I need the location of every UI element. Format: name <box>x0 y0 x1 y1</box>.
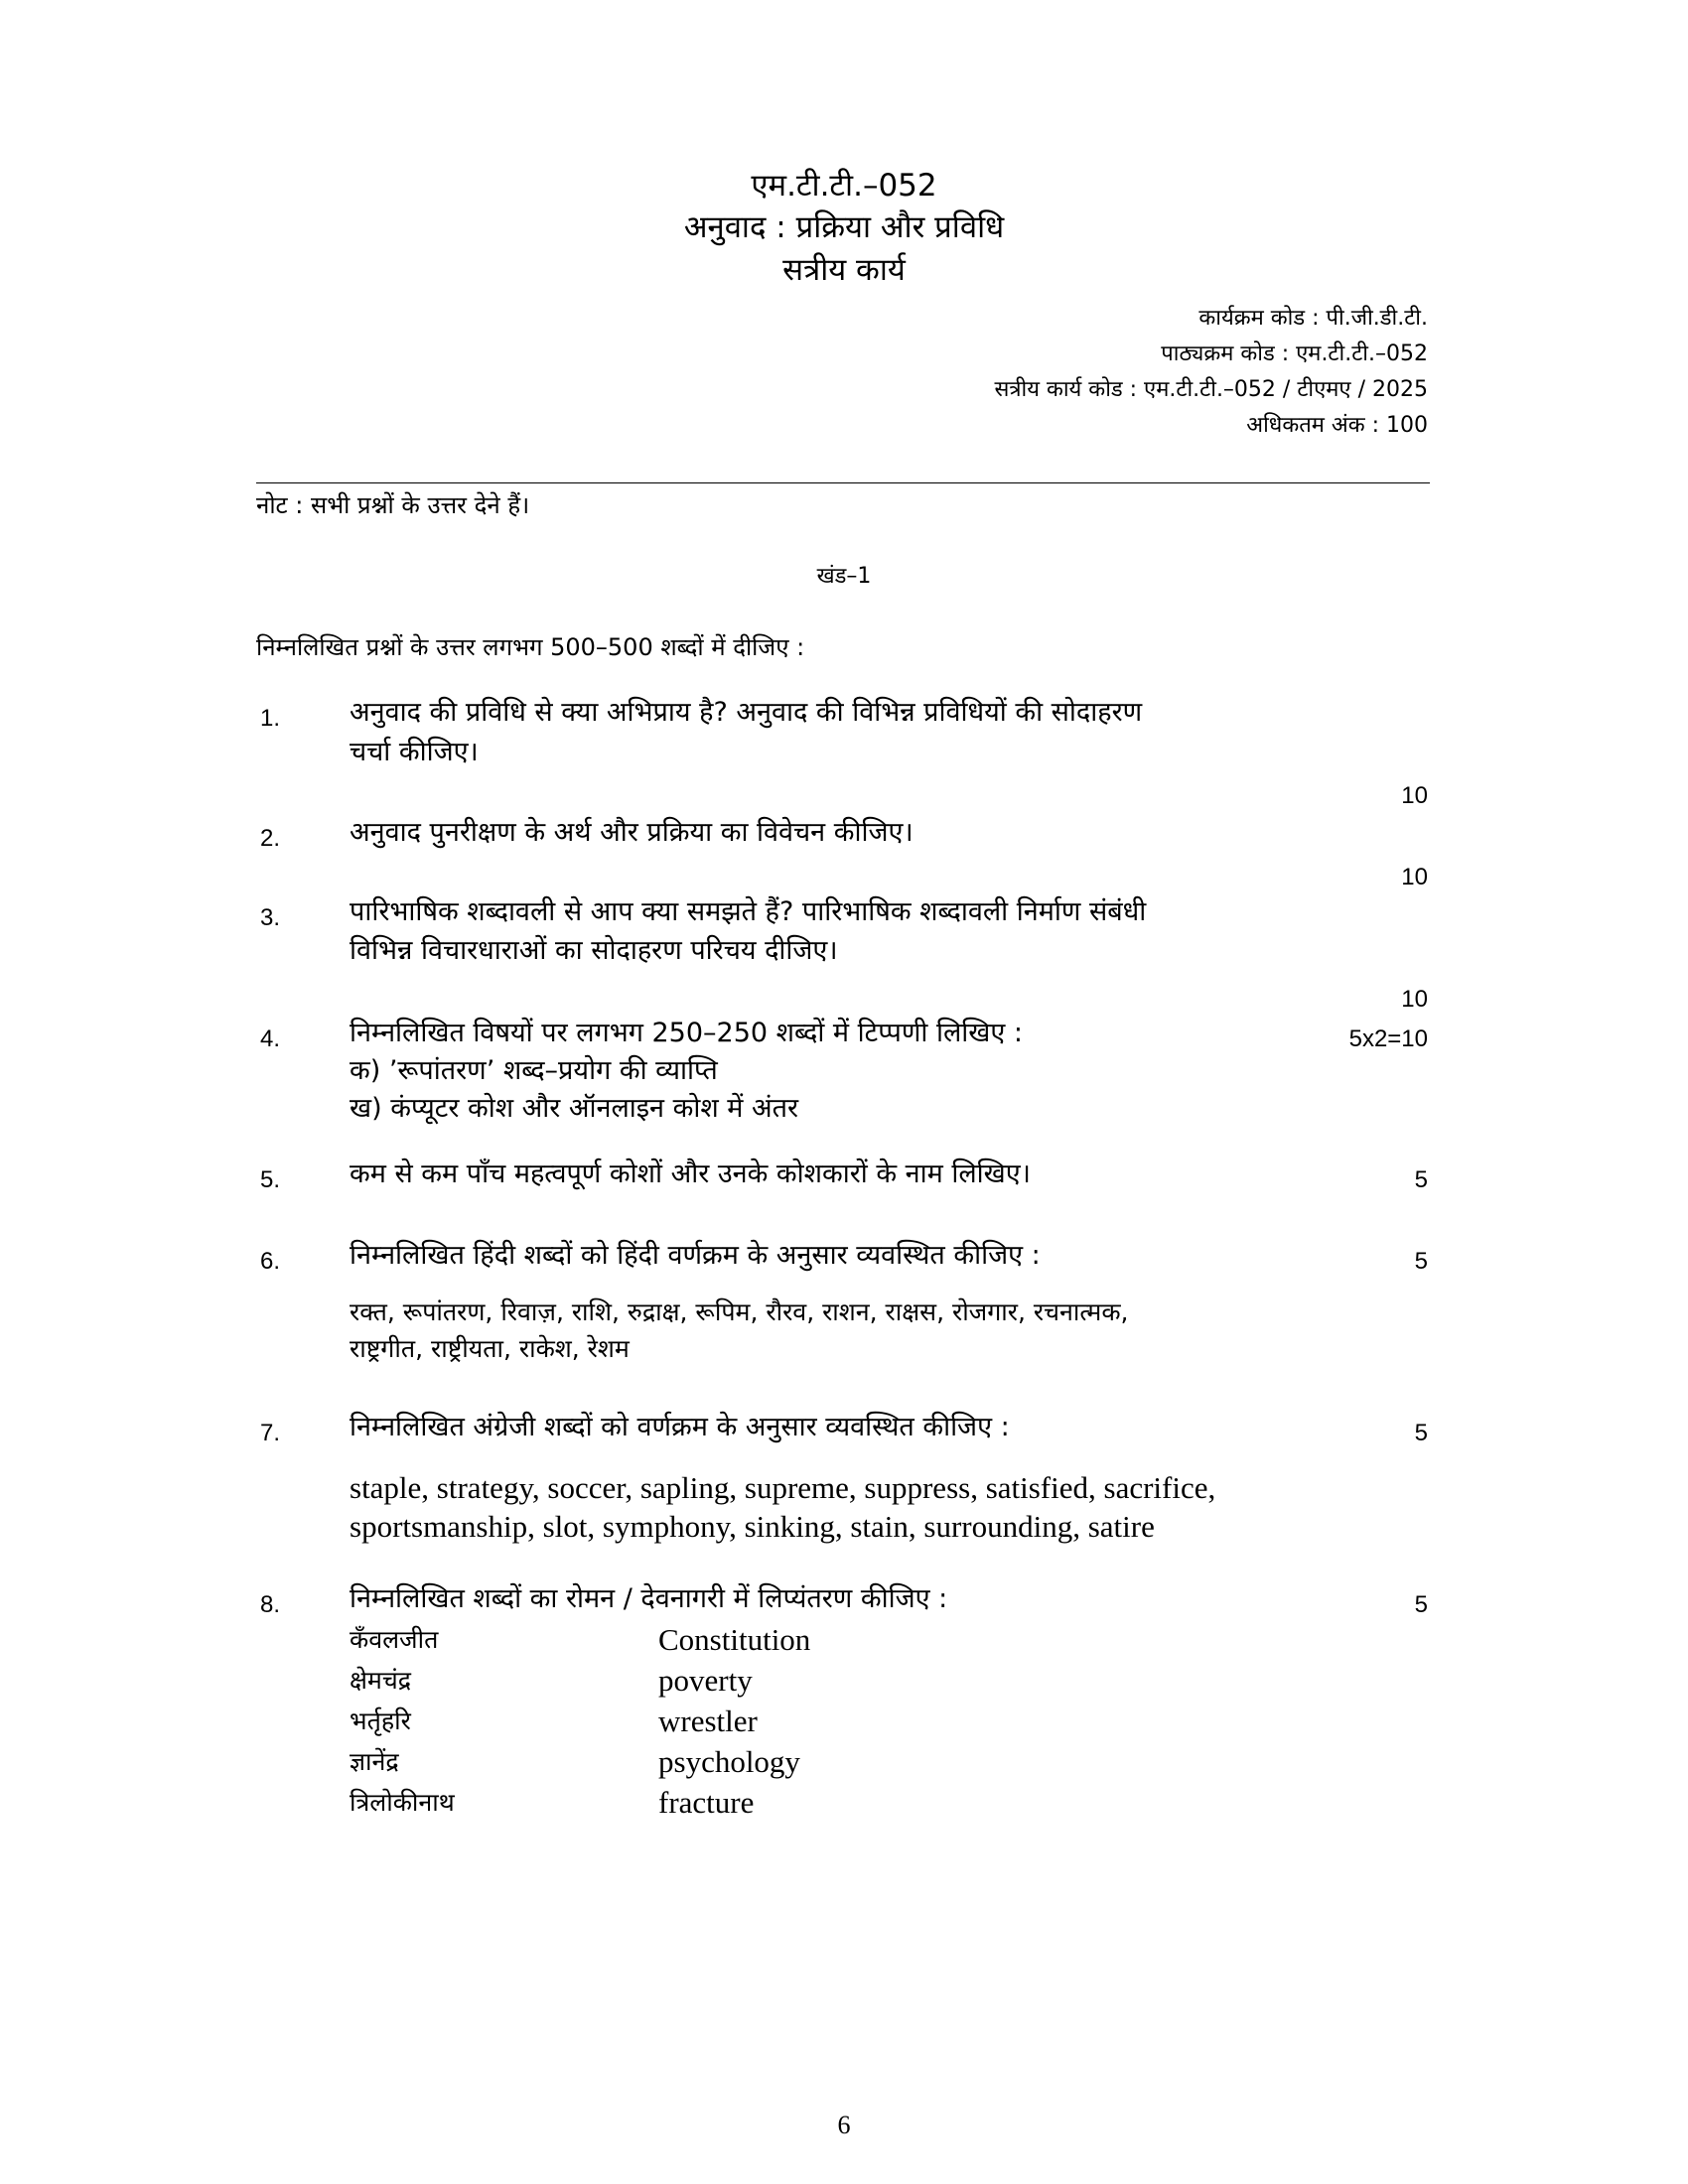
question-marks: 5 <box>1414 1166 1428 1193</box>
question-number: 5. <box>260 1166 281 1193</box>
transliteration-roman: poverty <box>658 1663 753 1698</box>
question-marks: 5 <box>1414 1248 1428 1275</box>
question-text-line: पारिभाषिक शब्दावली से आप क्या समझते हैं? पारिभाषिक शब्दावली निर्माण संबंधी <box>350 896 1147 927</box>
question-number: 3. <box>260 904 281 931</box>
course-code: पाठ्यक्रम कोड : एम.टी.टी.–052 <box>1161 341 1428 366</box>
max-marks: अधिकतम अंक : 100 <box>1246 413 1428 438</box>
question-text-line: अनुवाद की प्रविधि से क्या अभिप्राय है? अनुवाद की विभिन्न प्रविधियों की सोदाहरण <box>350 697 1143 728</box>
header-divider <box>256 482 1430 483</box>
section-title: खंड–1 <box>816 564 872 589</box>
transliteration-devanagari: कँवलजीत <box>350 1625 439 1654</box>
question-number: 4. <box>260 1025 281 1052</box>
word-list-line: रक्त, रूपांतरण, रिवाज़, राशि, रुद्राक्ष, रूपिम, रौरव, राशन, राक्षस, रोजगार, रचनात्मक, <box>350 1297 1129 1326</box>
question-number: 8. <box>260 1591 281 1618</box>
question-text-line: निम्नलिखित हिंदी शब्दों को हिंदी वर्णक्रम के अनुसार व्यवस्थित कीजिए : <box>350 1240 1041 1271</box>
question-text-line: चर्चा कीजिए। <box>350 737 479 767</box>
question-number: 7. <box>260 1420 281 1446</box>
course-name: अनुवाद : प्रक्रिया और प्रविधि <box>683 209 1005 245</box>
word-list-line: sportsmanship, slot, symphony, sinking, stain, surrounding, satire <box>350 1509 1155 1544</box>
word-list-line: staple, strategy, soccer, sapling, supreme, suppress, satisfied, sacrifice, <box>350 1470 1216 1505</box>
question-marks: 5 <box>1414 1591 1428 1618</box>
course-code-title: एम.टी.टी.–052 <box>751 168 937 204</box>
page-number: 6 <box>837 2111 851 2139</box>
question-number: 6. <box>260 1248 281 1275</box>
transliteration-roman: Constitution <box>658 1622 811 1657</box>
question-marks: 5 <box>1414 1420 1428 1446</box>
question-text-line: कम से कम पाँच महत्वपूर्ण कोशों और उनके कोशकारों के नाम लिखिए। <box>350 1159 1031 1189</box>
transliteration-roman: psychology <box>658 1744 800 1779</box>
transliteration-roman: wrestler <box>658 1704 758 1738</box>
transliteration-devanagari: ज्ञानेंद्र <box>350 1747 399 1776</box>
question-marks: 10 <box>1401 782 1428 809</box>
question-marks: 10 <box>1401 986 1428 1013</box>
document-type: सत्रीय कार्य <box>782 252 906 288</box>
question-number: 2. <box>260 825 281 852</box>
section-instruction: निम्नलिखित प्रश्नों के उत्तर लगभग 500–500 शब्दों में दीजिए : <box>256 633 805 661</box>
word-list-line: राष्ट्रगीत, राष्ट्रीयता, राकेश, रेशम <box>350 1334 630 1363</box>
transliteration-devanagari: भर्तृहरि <box>350 1706 411 1735</box>
assignment-code: सत्रीय कार्य कोड : एम.टी.टी.–052 / टीएमए / 2025 <box>994 377 1428 402</box>
question-text-line: निम्नलिखित अंग्रेजी शब्दों को वर्णक्रम के अनुसार व्यवस्थित कीजिए : <box>350 1412 1010 1442</box>
question-text-line: विभिन्न विचारधाराओं का सोदाहरण परिचय दीजिए। <box>350 935 838 966</box>
question-text-line: निम्नलिखित विषयों पर लगभग 250–250 शब्दों में टिप्पणी लिखिए : <box>350 1018 1023 1048</box>
question-text-line: निम्नलिखित शब्दों का रोमन / देवनागरी में लिप्यंतरण कीजिए : <box>350 1583 948 1614</box>
question-marks: 5x2=10 <box>1348 1025 1428 1052</box>
transliteration-devanagari: त्रिलोकीनाथ <box>350 1788 455 1817</box>
question-subitem: क) ’रूपांतरण’ शब्द–प्रयोग की व्याप्ति <box>350 1055 718 1086</box>
question-number: 1. <box>260 705 281 732</box>
question-subitem: ख) कंप्यूटर कोश और ऑनलाइन कोश में अंतर <box>350 1093 799 1124</box>
transliteration-roman: fracture <box>658 1785 755 1820</box>
programme-code: कार्यक्रम कोड : पी.जी.डी.टी. <box>1198 306 1428 331</box>
question-marks: 10 <box>1401 864 1428 890</box>
note: नोट : सभी प्रश्नों के उत्तर देने हैं। <box>256 491 530 519</box>
transliteration-devanagari: क्षेमचंद्र <box>350 1666 412 1695</box>
question-text-line: अनुवाद पुनरीक्षण के अर्थ और प्रक्रिया का विवेचन कीजिए। <box>350 817 914 848</box>
